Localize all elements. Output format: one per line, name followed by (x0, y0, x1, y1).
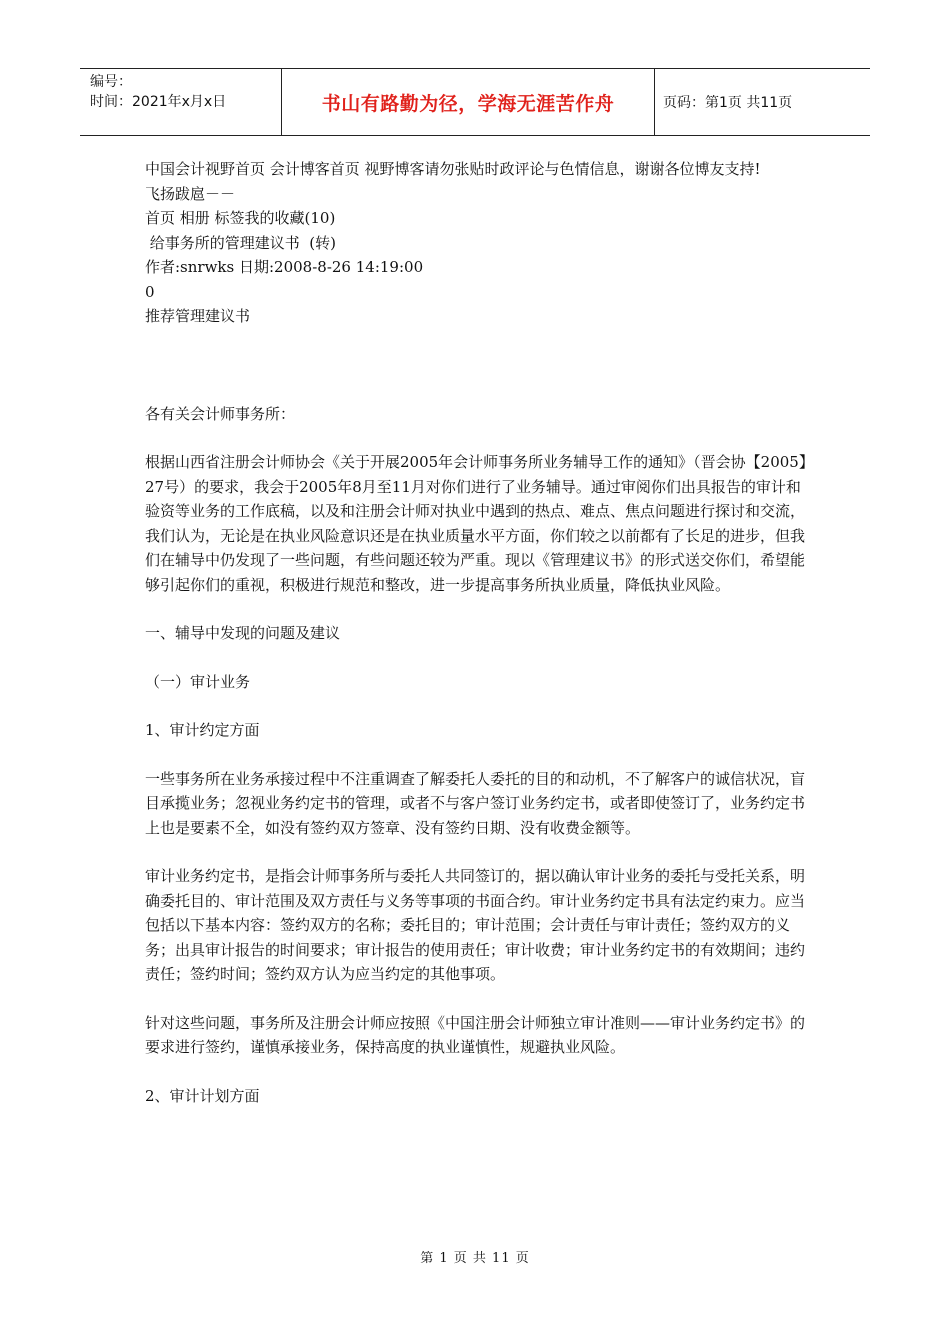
article-title: 给事务所的管理建议书 (转) (145, 233, 337, 252)
header-page-info: 页码：第1页 共11页 (663, 95, 793, 111)
header-motto: 书山有路勤为径，学海无涯苦作舟 (321, 92, 615, 115)
article-meta: 作者:snrwks 日期:2008-8-26 14:19:00 (145, 258, 424, 276)
blog-nav-line: 中国会计视野首页 会计博客首页 视野博客请勿张贴时政评论与色情信息，谢谢各位博友支持! (145, 160, 761, 178)
intro-paragraph: 根据山西省注册会计师协会《关于开展2005年会计师事务所业务辅导工作的通知》（晋会协【2005】27号）的要求，我会于2005年8月至11月对你们进行了业务辅导。通过审阅你们出具报告的审计和验资等业务的工作底稿，以及和注册会计师对执业中遇到的热点、难点、焦点问题进行探讨和交流，我们认为，无论是在执业风险意识还是在执业质量水平方面，你们较之以前都有了长足的进步，但我们在辅导中仍发现了一些问题，有些问题还较为严重。现以《管理建议书》的形式送交你们，希望能够引起你们的重视，积极进行规范和整改，进一步提高事务所执业质量，降低执业风险。 (145, 453, 807, 594)
article-tag: 推荐管理建议书 (145, 307, 251, 325)
page-footer: 第 1 页 共 11 页 (420, 1251, 530, 1266)
item-heading: 2、审计计划方面 (145, 1086, 260, 1105)
paragraph: 针对这些问题，事务所及注册会计师应按照《中国注册会计师独立审计准则——审计业务约定书》的要求进行签约，谨慎承接业务，保持高度的执业谨慎性，规避执业风险。 (145, 1013, 806, 1056)
document-number-label: 编号： (90, 74, 132, 90)
header-motto-cell (281, 69, 655, 135)
header-meta (80, 69, 281, 135)
document-time-label: 时间：2021年x月x日 (90, 94, 227, 110)
paragraph: 一些事务所在业务承接过程中不注重调查了解委托人委托的目的和动机，不了解客户的诚信状况，盲目承揽业务；忽视业务约定书的管理，或者不与客户签订业务约定书，或者即使签订了，业务约定书上也是要素不全，如没有签约双方签章、没有签约日期、没有收费金额等。 (145, 769, 806, 837)
article-count: 0 (145, 282, 155, 301)
blog-menu: 首页 相册 标签我的收藏(10) (145, 209, 336, 227)
document-body (145, 157, 810, 1108)
paragraph: 审计业务约定书，是指会计师事务所与委托人共同签订的，据以确认审计业务的委托与受托关系，明确委托目的、审计范围及双方责任与义务等事项的书面合约。审计业务约定书具有法定约束力。应当包括以下基本内容：签约双方的名称；委托目的；审计范围；会计责任与审计责任；签约双方的义务；出具审计报告的时间要求；审计报告的使用责任；审计收费；审计业务约定书的有效期间；违约责任；签约时间；签约双方认为应当约定的其他事项。 (145, 867, 806, 983)
salutation: 各有关会计师事务所： (145, 404, 296, 423)
header-table (80, 68, 870, 136)
subsection-heading: （一）审计业务 (145, 672, 251, 691)
blog-name: 飞扬跋扈－－ (145, 184, 236, 203)
item-heading: 1、审计约定方面 (145, 721, 260, 739)
section-heading: 一、辅导中发现的问题及建议 (145, 624, 341, 642)
